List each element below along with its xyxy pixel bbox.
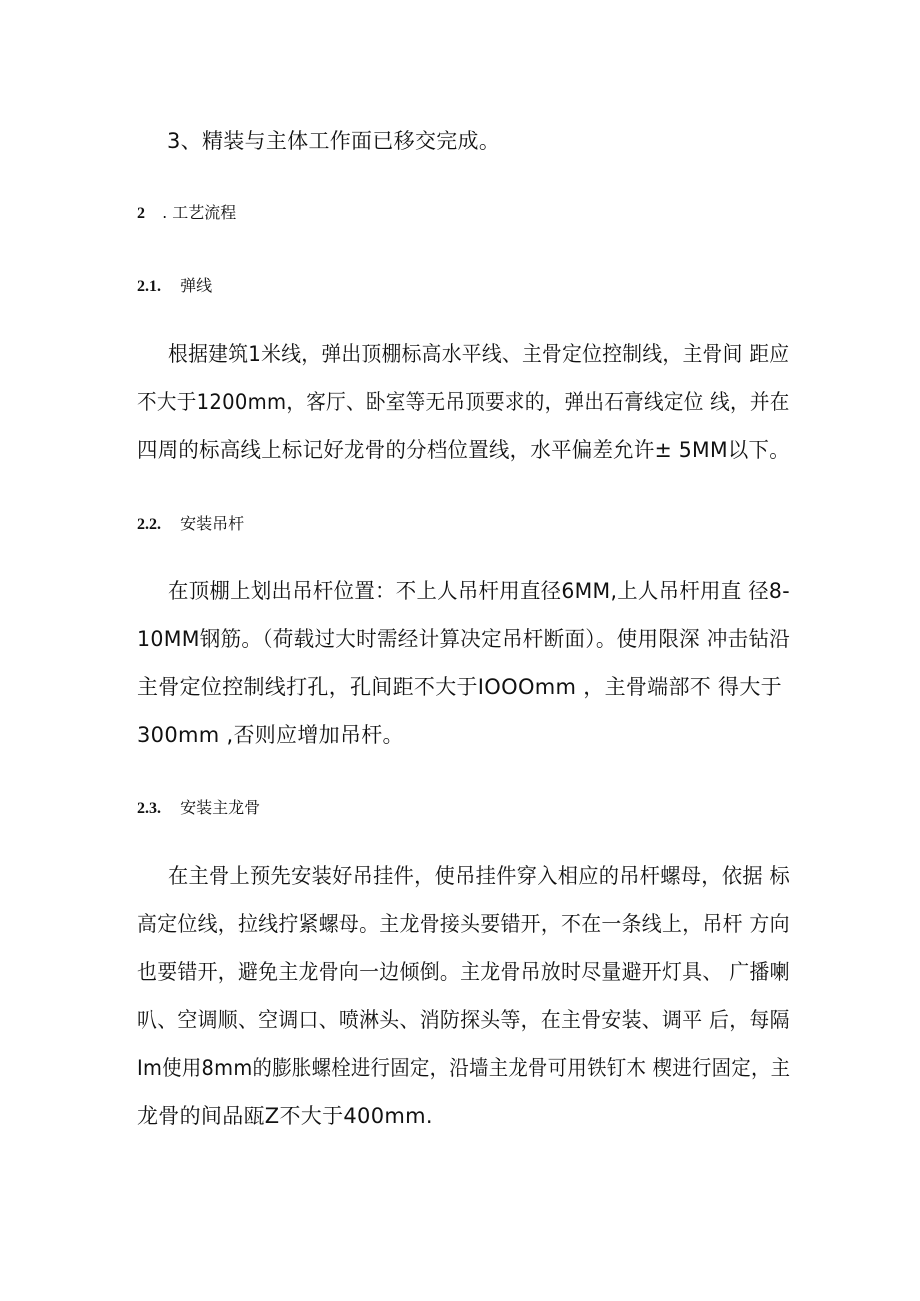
section-2-3-title: 安装主龙骨 (180, 798, 261, 817)
section-2-1-line-2: 不大于1200mm，客厅、卧室等无吊顶要求的，弹出石膏线定位 线，并在 (137, 390, 790, 414)
section-2-2-heading (137, 511, 244, 534)
section-2-3-line-5: Im使用8mm的膨胀螺栓进行固定，沿墙主龙骨可用铁钉木 楔进行固定，主 (137, 1056, 791, 1080)
intro-item-3: 3、精装与主体工作面已移交完成。 (167, 129, 501, 153)
section-2-3-line-6: 龙骨的间品瓯Z不大于400mm. (137, 1104, 433, 1128)
section-2-3-line-1: 在主骨上预先安装好吊挂件，使吊挂件穿入相应的吊杆螺母，依据 标 (168, 864, 791, 888)
section-2-1-line-3: 四周的标高线上标记好龙骨的分档位置线，水平偏差允许± 5MM以下。 (137, 438, 790, 462)
section-2-3-line-2: 高定位线，拉线拧紧螺母。主龙骨接头要错开，不在一条线上，吊杆 方向 (137, 912, 790, 936)
section-2-3-number: 2.3. (137, 800, 161, 817)
section-2-1-number: 2.1. (137, 278, 161, 295)
section-2-3-line-3: 也要错开，避免主龙骨向一边倾倒。主龙骨吊放时尽量避开灯具、 广播喇 (137, 960, 790, 984)
section-2-3-line-4: 叭、空调顺、空调口、喷淋头、消防探头等，在主骨安装、调平 后，每隔 (137, 1008, 790, 1032)
section-2-2-line-2: 10MM钢筋。（荷载过大时需经计算决定吊杆断面）。使用限深 冲击钻沿 (137, 627, 791, 651)
section-2-2-line-4: 300mm ,否则应增加吊杆。 (137, 723, 404, 747)
section-2-3-heading (137, 795, 260, 818)
section-2-1-heading (137, 273, 212, 296)
section-2-number: 2 (137, 205, 145, 222)
section-2-2-line-3: 主骨定位控制线打孔，孔间距不大于IOOOmm ，主骨端部不 得大于 (137, 675, 782, 699)
section-2-heading (137, 200, 236, 223)
section-2-1-line-1: 根据建筑1米线，弹出顶棚标高水平线、主骨定位控制线，主骨间 距应 (168, 342, 790, 366)
section-2-title: . 工艺流程 (162, 203, 237, 222)
section-2-2-title: 安装吊杆 (180, 514, 245, 533)
section-2-2-number: 2.2. (137, 516, 161, 533)
section-2-2-line-1: 在顶棚上划出吊杆位置：不上人吊杆用直径6MM,上人吊杆用直 径8- (168, 579, 790, 603)
section-2-1-title: 弹线 (180, 276, 213, 295)
